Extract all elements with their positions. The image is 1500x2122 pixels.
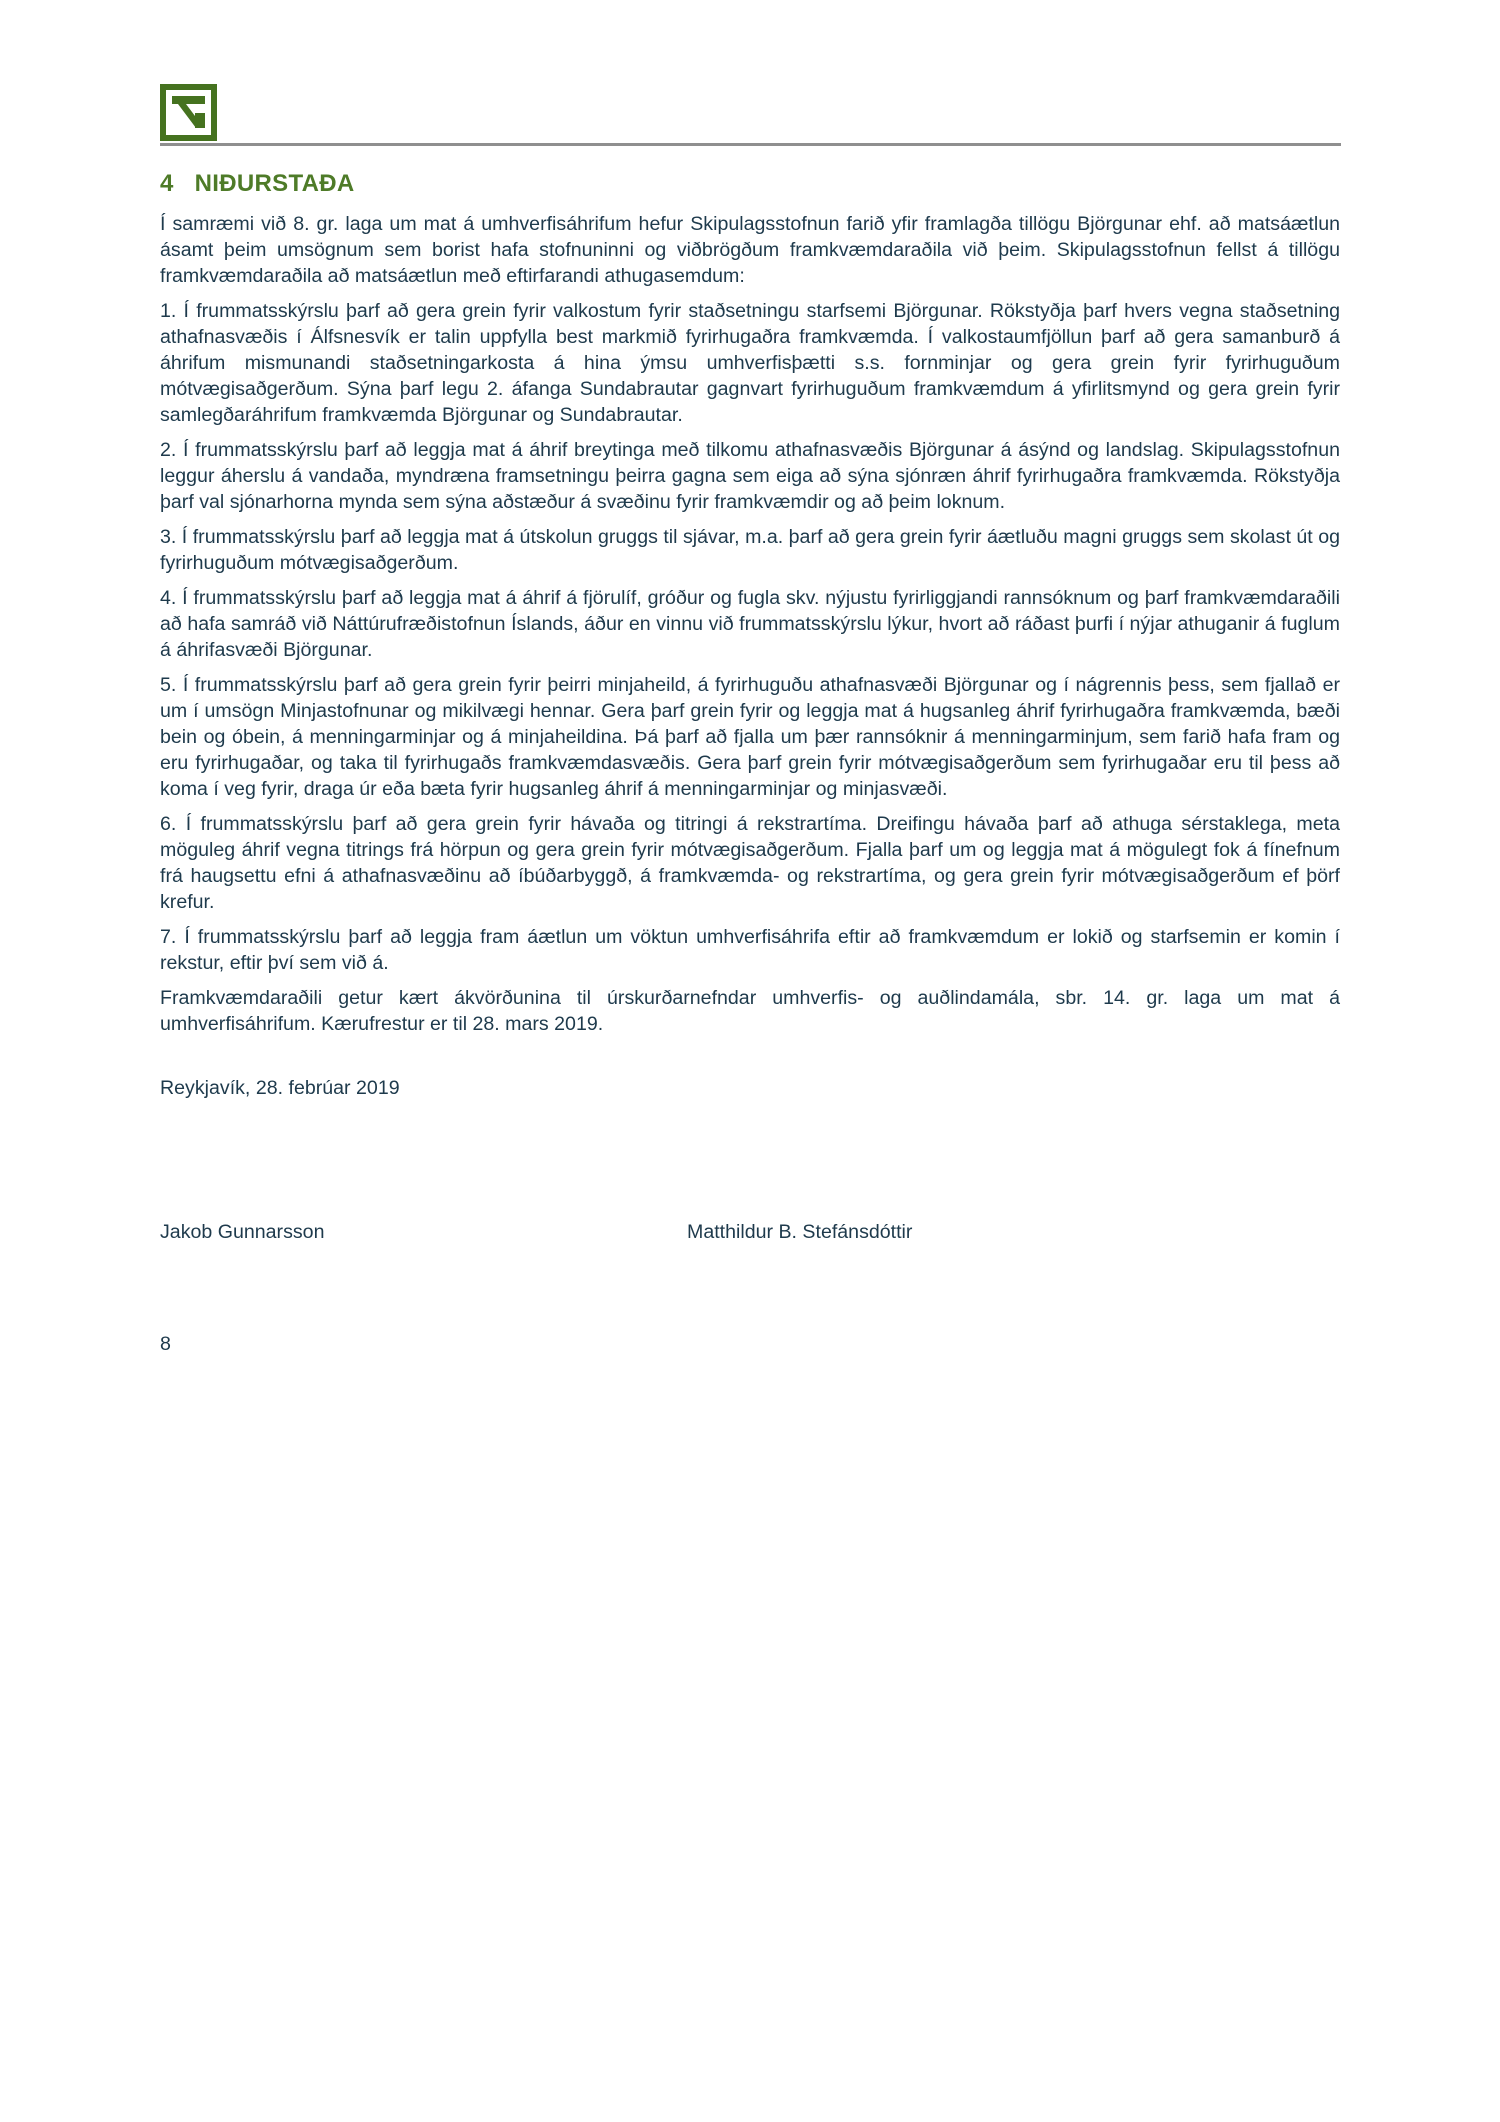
- signatory-name-left: Jakob Gunnarsson: [160, 1221, 325, 1243]
- signature-block: [160, 1219, 1340, 1245]
- remark-item-1: 1. Í frummatsskýrslu þarf að gera grein fyrir valkostum fyrir staðsetningu starfsemi Björgunar. Rökstyðja þarf hvers vegna staðsetning athafnasvæðis í Álfsnesvík er talin uppfylla best markmið fyrirhugaðra framkvæmda. Í valkostaumfjöllun þarf að gera samanburð á áhrifum mismunandi staðsetningarkosta á hina ýmsu umhverfisþætti s.s. fornminjar og gera grein fyrir fyrirhuguðum mótvægisaðgerðum. Sýna þarf legu 2. áfanga Sundabrautar gagnvart fyrirhuguðum framkvæmdum á yfirlitsmynd og gera grein fyrir samlegðaráhrifum framkvæmda Björgunar og Sundabrautar.: [160, 300, 1340, 426]
- dateline: Reykjavík, 28. febrúar 2019: [160, 1077, 400, 1099]
- header-divider: [160, 143, 1341, 146]
- remark-item-6: 6. Í frummatsskýrslu þarf að gera grein fyrir hávaða og titringi á rekstrartíma. Dreifingu hávaða þarf að athuga sérstaklega, meta möguleg áhrif vegna titrings frá hörpun og gera grein fyrir mótvægisaðgerðum. Fjalla þarf um og leggja mat á mögulegt fok á fínefnum frá haugsettu efni á athafnasvæðinu að íbúðarbyggð, á framkvæmda- og rekstrartíma, og gera grein fyrir mótvægisaðgerðum ef þörf krefur.: [160, 813, 1340, 913]
- remark-item-4: 4. Í frummatsskýrslu þarf að leggja mat á áhrif á fjörulíf, gróður og fugla skv. nýjustu fyrirliggjandi rannsóknum og þarf framkvæmdaraðili að hafa samráð við Náttúrufræðistofnun Íslands, áður en vinnu við frummatsskýrslu lýkur, hvort að ráðast þurfi í nýjar athuganir á fuglum á áhrifasvæði Björgunar.: [160, 587, 1340, 661]
- page-number: 8: [160, 1333, 171, 1355]
- remark-item-3: 3. Í frummatsskýrslu þarf að leggja mat á útskolun gruggs til sjávar, m.a. þarf að gera grein fyrir áætluðu magni gruggs sem skolast út og fyrirhuguðum mótvægisaðgerðum.: [160, 526, 1340, 574]
- remark-item-5: 5. Í frummatsskýrslu þarf að gera grein fyrir þeirri minjaheild, á fyrirhuguðu athafnasvæði Björgunar og í nágrennis þess, sem fjallað er um í umsögn Minjastofnunar og mikilvægi hennar. Gera þarf grein fyrir og leggja mat á hugsanleg áhrif fyrirhugaðra framkvæmda, bæði bein og óbein, á menningarminjar og á minjaheildina. Þá þarf að fjalla um þær rannsóknir á menningarminjum, sem farið hafa fram og eru fyrirhugaðar, og taka til fyrirhugaðs framkvæmdasvæðis. Gera þarf grein fyrir mótvægisaðgerðum sem fyrirhugaðar eru til þess að koma í veg fyrir, draga úr eða bæta fyrir hugsanleg áhrif á menningarminjar og minjasvæði.: [160, 674, 1340, 800]
- section-heading: [160, 170, 1340, 198]
- section-title: NIÐURSTAÐA: [194, 170, 355, 197]
- remark-item-2: 2. Í frummatsskýrslu þarf að leggja mat á áhrif breytinga með tilkomu athafnasvæðis Björgunar á ásýnd og landslag. Skipulagsstofnun leggur áherslu á vandaða, myndræna framsetningu þeirra gagna sem eiga að sýna sjónræn áhrif fyrirhugaðra framkvæmda. Rökstyðja þarf val sjónarhorna mynda sem sýna aðstæður á svæðinu fyrir framkvæmdir og að þeim loknum.: [160, 439, 1340, 513]
- skipulagsstofnun-logo-icon: [160, 84, 217, 141]
- signatory-name-right: Matthildur B. Stefánsdóttir: [687, 1221, 913, 1243]
- remark-item-7: 7. Í frummatsskýrslu þarf að leggja fram áætlun um vöktun umhverfisáhrifa eftir að framkvæmdum er lokið og starfsemin er komin í rekstur, eftir því sem við á.: [160, 926, 1340, 974]
- intro-paragraph: Í samræmi við 8. gr. laga um mat á umhverfisáhrifum hefur Skipulagsstofnun farið yfir framlagða tillögu Björgunar ehf. að matsáætlun ásamt þeim umsögnum sem borist hafa stofnuninni og viðbrögðum framkvæmdaraðila við þeim. Skipulagsstofnun fellst á tillögu framkvæmdaraðila að matsáætlun með eftirfarandi athugasemdum:: [160, 213, 1340, 287]
- appeal-paragraph: Framkvæmdaraðili getur kært ákvörðunina til úrskurðarnefndar umhverfis- og auðlindamála, sbr. 14. gr. laga um mat á umhverfisáhrifum. Kærufrestur er til 28. mars 2019.: [160, 987, 1340, 1035]
- section-number: 4: [160, 170, 174, 197]
